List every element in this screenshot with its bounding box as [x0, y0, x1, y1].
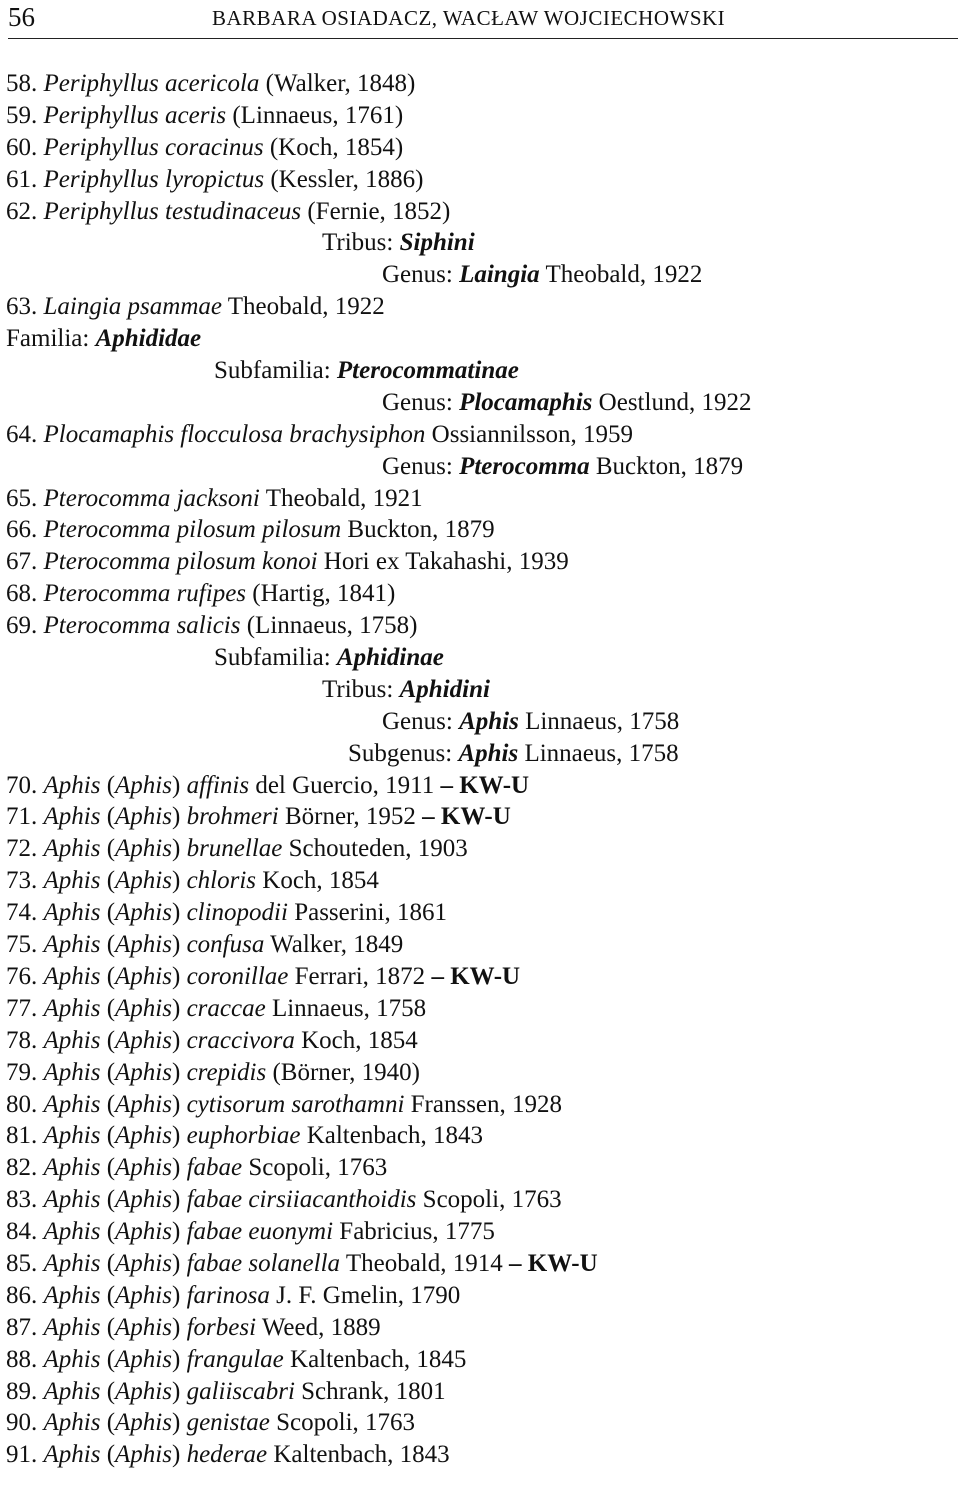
text-fragment: Aphis [43, 1409, 101, 1437]
text-fragment: Subfamilia: [214, 357, 337, 385]
list-item [6, 897, 956, 929]
text-fragment: Aphis [43, 1154, 101, 1182]
text-fragment: Tribus: [322, 675, 400, 703]
text-fragment: Aphididae [95, 325, 202, 353]
text-fragment: Aphis [115, 962, 172, 990]
text-fragment: Periphyllus coracinus [43, 133, 264, 161]
list-item [6, 100, 956, 132]
text-fragment: Fabricius, 1775 [333, 1218, 495, 1246]
text-fragment: Buckton, 1879 [341, 516, 495, 544]
text-fragment: Passerini, 1861 [287, 899, 447, 927]
text-fragment: 64. [6, 420, 44, 448]
text-fragment: ( [100, 835, 116, 863]
taxon-heading [6, 227, 956, 259]
text-fragment: Aphis [43, 899, 101, 927]
list-item [6, 196, 956, 228]
text-fragment: Aphis [43, 1090, 101, 1118]
text-fragment: Aphis [43, 835, 101, 863]
text-fragment: Aphis [115, 1122, 172, 1150]
text-fragment: Oestlund, 1922 [592, 388, 752, 416]
taxon-heading [6, 355, 956, 387]
text-fragment: Linnaeus, 1758 [265, 994, 427, 1022]
list-item [6, 1184, 956, 1216]
text-fragment: Theobald, 1922 [221, 293, 385, 321]
text-fragment: Aphidini [399, 675, 490, 703]
text-fragment: 63. [6, 293, 44, 321]
text-fragment: Aphis [43, 1186, 101, 1214]
text-fragment: Aphis [115, 899, 172, 927]
text-fragment: clinopodii [186, 899, 288, 927]
list-item [6, 929, 956, 961]
taxon-heading [6, 451, 956, 483]
text-fragment: coronillae [186, 962, 289, 990]
text-fragment: Aphis [115, 867, 172, 895]
text-fragment: ) [171, 1345, 187, 1373]
text-fragment: Scopoli, 1763 [416, 1186, 562, 1214]
text-fragment: frangulae [186, 1345, 284, 1373]
text-fragment: ( [100, 1218, 116, 1246]
text-fragment: 60. [6, 133, 44, 161]
text-fragment: confusa [186, 931, 265, 959]
text-fragment: ( [100, 1249, 116, 1277]
text-fragment: 71. [6, 803, 44, 831]
text-fragment: Aphis [43, 962, 101, 990]
text-fragment: ) [171, 1377, 187, 1405]
text-fragment: ) [171, 1090, 187, 1118]
text-fragment: ) [171, 867, 187, 895]
text-fragment: Pterocommatinae [336, 357, 519, 385]
text-fragment: Aphis [115, 835, 172, 863]
taxon-heading [6, 259, 956, 291]
list-item [6, 68, 956, 100]
text-fragment: Kaltenbach, 1843 [267, 1441, 450, 1469]
text-fragment: forbesi [186, 1313, 257, 1341]
text-fragment: ) [171, 1026, 187, 1054]
text-fragment: 61. [6, 165, 44, 193]
list-item [6, 1025, 956, 1057]
text-fragment: ) [171, 1441, 187, 1469]
status-badge: – KW-U [431, 962, 521, 990]
text-fragment: Genus: [382, 388, 460, 416]
text-fragment: Laingia [459, 261, 540, 289]
text-fragment: ( [100, 1441, 116, 1469]
text-fragment: 85. [6, 1249, 44, 1277]
text-fragment: ( [100, 803, 116, 831]
text-fragment: (Börner, 1940) [266, 1058, 421, 1086]
text-fragment: cytisorum sarothamni [186, 1090, 405, 1118]
text-fragment: ( [100, 1058, 116, 1086]
text-fragment: Pterocomma [459, 452, 590, 480]
text-fragment: Aphis [115, 1409, 172, 1437]
list-item [6, 1120, 956, 1152]
list-item [6, 578, 956, 610]
text-fragment: Aphis [115, 1218, 172, 1246]
list-item [6, 164, 956, 196]
text-fragment: Aphis [43, 994, 101, 1022]
text-fragment: ) [171, 1249, 187, 1277]
text-fragment: galiiscabri [186, 1377, 295, 1405]
text-fragment: Pterocomma salicis [43, 612, 241, 640]
running-head: BARBARA OSIADACZ, WACŁAW WOJCIECHOWSKI [212, 6, 726, 30]
text-fragment: J. F. Gmelin, 1790 [269, 1281, 461, 1309]
text-fragment: Aphis [43, 1058, 101, 1086]
list-item [6, 1152, 956, 1184]
text-fragment: Theobald, 1914 [340, 1249, 509, 1277]
page-number: 56 [8, 2, 35, 32]
text-fragment: brohmeri [186, 803, 279, 831]
text-fragment: 74. [6, 899, 44, 927]
list-item [6, 132, 956, 164]
text-fragment: Aphis [115, 1249, 172, 1277]
list-item [6, 770, 956, 802]
text-fragment: 68. [6, 580, 44, 608]
text-fragment: (Hartig, 1841) [246, 580, 396, 608]
text-fragment: Familia: [6, 325, 96, 353]
text-fragment: 78. [6, 1026, 44, 1054]
text-fragment: euphorbiae [186, 1122, 301, 1150]
text-fragment: ) [171, 803, 187, 831]
text-fragment: Laingia psammae [43, 293, 222, 321]
text-fragment: ( [100, 867, 116, 895]
status-badge: – KW-U [422, 803, 511, 831]
text-fragment: Aphis [115, 931, 172, 959]
list-item [6, 1407, 956, 1439]
text-fragment: Genus: [382, 707, 460, 735]
text-fragment: ( [100, 1377, 116, 1405]
list-item [6, 1376, 956, 1408]
text-fragment: genistae [186, 1409, 270, 1437]
text-fragment: 75. [6, 931, 44, 959]
text-fragment: ) [171, 1186, 187, 1214]
page-header [8, 0, 958, 39]
text-fragment: Aphis [43, 1281, 101, 1309]
text-fragment: ( [100, 1026, 116, 1054]
text-fragment: ) [171, 994, 187, 1022]
text-fragment: (Linnaeus, 1758) [240, 612, 418, 640]
text-fragment: 91. [6, 1441, 44, 1469]
text-fragment: fabae [186, 1154, 243, 1182]
text-fragment: ( [100, 962, 116, 990]
text-fragment: Aphis [115, 1345, 172, 1373]
text-fragment: 70. [6, 771, 44, 799]
list-item [6, 514, 956, 546]
text-fragment: Genus: [382, 452, 460, 480]
text-fragment: (Koch, 1854) [263, 133, 404, 161]
list-item [6, 291, 956, 323]
list-item [6, 865, 956, 897]
text-fragment: hederae [186, 1441, 268, 1469]
text-fragment: 58. [6, 70, 44, 97]
text-fragment: ) [171, 899, 187, 927]
text-fragment: Tribus: [322, 229, 400, 257]
list-item [6, 833, 956, 865]
text-fragment: Koch, 1854 [256, 867, 379, 895]
text-fragment: Periphyllus acericola [43, 70, 260, 97]
text-fragment: Aphis [43, 1441, 101, 1469]
text-fragment: Pterocomma pilosum pilosum [43, 516, 342, 544]
text-fragment: chloris [186, 867, 257, 895]
taxon-heading [6, 674, 956, 706]
text-fragment: Walker, 1849 [264, 931, 404, 959]
text-fragment: crepidis [186, 1058, 267, 1086]
list-item [6, 1280, 956, 1312]
text-fragment: Aphis [115, 1313, 172, 1341]
list-item [6, 419, 956, 451]
text-fragment: Aphis [43, 931, 101, 959]
text-fragment: Theobald, 1922 [539, 261, 703, 289]
text-fragment: ) [171, 1218, 187, 1246]
text-fragment: 73. [6, 867, 44, 895]
text-fragment: Aphis [115, 1154, 172, 1182]
list-item [6, 323, 956, 355]
text-fragment: Ossiannilsson, 1959 [425, 420, 634, 448]
status-badge: – KW-U [509, 1249, 598, 1277]
text-fragment: Buckton, 1879 [589, 452, 744, 480]
text-fragment: Pterocomma rufipes [43, 580, 247, 608]
text-fragment: Aphis [43, 1026, 101, 1054]
text-fragment: ) [171, 1409, 187, 1437]
text-fragment: Aphis [115, 771, 172, 799]
text-fragment: Börner, 1952 [278, 803, 423, 831]
text-fragment: Aphis [43, 1377, 101, 1405]
taxon-list [6, 68, 956, 1471]
text-fragment: Aphis [43, 803, 101, 831]
taxon-heading [6, 706, 956, 738]
text-fragment: Aphis [115, 1441, 172, 1469]
text-fragment: fabae euonymi [186, 1218, 334, 1246]
text-fragment: Linnaeus, 1758 [518, 739, 679, 767]
text-fragment: ) [171, 1281, 187, 1309]
text-fragment: ( [100, 771, 116, 799]
text-fragment: Aphidinae [336, 644, 444, 672]
text-fragment: 86. [6, 1281, 44, 1309]
text-fragment: Koch, 1854 [294, 1026, 418, 1054]
list-item [6, 961, 956, 993]
text-fragment: Aphis [43, 1249, 101, 1277]
text-fragment: ) [171, 835, 187, 863]
text-fragment: Subfamilia: [214, 644, 337, 672]
text-fragment: Aphis [115, 803, 172, 831]
text-fragment: Schouteden, 1903 [282, 835, 468, 863]
text-fragment: ( [100, 1122, 116, 1150]
text-fragment: ) [171, 1058, 187, 1086]
text-fragment: Linnaeus, 1758 [518, 707, 680, 735]
text-fragment: Aphis [115, 1090, 172, 1118]
text-fragment: Plocamaphis [459, 388, 593, 416]
text-fragment: ( [100, 1154, 116, 1182]
text-fragment: (Linnaeus, 1761) [226, 101, 404, 129]
text-fragment: ( [100, 1186, 116, 1214]
text-fragment: Siphini [399, 229, 475, 257]
text-fragment: ( [100, 899, 116, 927]
text-fragment: 89. [6, 1377, 44, 1405]
text-fragment: ) [171, 1313, 187, 1341]
text-fragment: ) [171, 1122, 187, 1150]
text-fragment: ( [100, 994, 116, 1022]
text-fragment: 83. [6, 1186, 44, 1214]
text-fragment: ( [100, 1345, 116, 1373]
text-fragment: 72. [6, 835, 44, 863]
text-fragment: 62. [6, 197, 44, 225]
text-fragment: Aphis [43, 1313, 101, 1341]
list-item [6, 1089, 956, 1121]
text-fragment: Periphyllus testudinaceus [43, 197, 302, 225]
text-fragment: 77. [6, 994, 44, 1022]
text-fragment: Ferrari, 1872 [288, 962, 432, 990]
text-fragment: Aphis [115, 1026, 172, 1054]
text-fragment: affinis [186, 771, 250, 799]
text-fragment: Theobald, 1921 [259, 484, 423, 512]
text-fragment: Pterocomma pilosum konoi [43, 548, 318, 576]
text-fragment: 81. [6, 1122, 44, 1150]
text-fragment: Aphis [459, 707, 519, 735]
text-fragment: ) [171, 771, 187, 799]
list-item [6, 1057, 956, 1089]
text-fragment: Aphis [43, 1122, 101, 1150]
text-fragment: Aphis [43, 1345, 101, 1373]
text-fragment: del Guercio, 1911 [249, 771, 441, 799]
taxon-heading [6, 387, 956, 419]
text-fragment: 66. [6, 516, 44, 544]
text-fragment: 90. [6, 1409, 44, 1437]
text-fragment: ( [100, 1281, 116, 1309]
text-fragment: Weed, 1889 [256, 1313, 381, 1341]
text-fragment: ( [100, 1313, 116, 1341]
text-fragment: 69. [6, 612, 44, 640]
text-fragment: ( [100, 931, 116, 959]
text-fragment: Kaltenbach, 1845 [283, 1345, 467, 1373]
text-fragment: 59. [6, 101, 44, 129]
text-fragment: Genus: [382, 261, 460, 289]
text-fragment: fabae solanella [186, 1249, 341, 1277]
text-fragment: craccae [186, 994, 266, 1022]
text-fragment: ( [100, 1409, 116, 1437]
text-fragment: Scopoli, 1763 [269, 1409, 416, 1437]
text-fragment: ) [171, 931, 187, 959]
text-fragment: Hori ex Takahashi, 1939 [317, 548, 569, 576]
text-fragment: 76. [6, 962, 44, 990]
list-item [6, 610, 956, 642]
text-fragment: 82. [6, 1154, 44, 1182]
text-fragment: Aphis [43, 867, 101, 895]
text-fragment: Kaltenbach, 1843 [300, 1122, 484, 1150]
text-fragment: 67. [6, 548, 44, 576]
list-item [6, 1344, 956, 1376]
text-fragment: Pterocomma jacksoni [43, 484, 260, 512]
text-fragment: Franssen, 1928 [404, 1090, 563, 1118]
text-fragment: farinosa [186, 1281, 270, 1309]
text-fragment: 84. [6, 1218, 44, 1246]
text-fragment: Scopoli, 1763 [242, 1154, 388, 1182]
taxon-heading [6, 738, 956, 770]
list-item [6, 993, 956, 1025]
text-fragment: ) [171, 1154, 187, 1182]
text-fragment: Periphyllus aceris [43, 101, 227, 129]
text-fragment: Aphis [115, 1281, 172, 1309]
text-fragment: Aphis [115, 1186, 172, 1214]
list-item [6, 1248, 956, 1280]
taxon-heading [6, 642, 956, 674]
text-fragment: 80. [6, 1090, 44, 1118]
text-fragment: Schrank, 1801 [294, 1377, 446, 1405]
text-fragment: Aphis [115, 994, 172, 1022]
text-fragment: Aphis [43, 771, 101, 799]
text-fragment: Aphis [43, 1218, 101, 1246]
text-fragment: brunellae [186, 835, 283, 863]
text-fragment: (Walker, 1848) [259, 70, 416, 97]
text-fragment: ) [171, 962, 187, 990]
status-badge: – KW-U [440, 771, 530, 799]
text-fragment: fabae cirsiiacanthoidis [186, 1186, 417, 1214]
text-fragment: Aphis [115, 1058, 172, 1086]
text-fragment: (Kessler, 1886) [264, 165, 424, 193]
text-fragment: 65. [6, 484, 44, 512]
text-fragment: 79. [6, 1058, 44, 1086]
text-fragment: ( [100, 1090, 116, 1118]
text-fragment: Aphis [458, 739, 519, 767]
text-fragment: craccivora [186, 1026, 295, 1054]
list-item [6, 1439, 956, 1471]
text-fragment: Plocamaphis flocculosa brachysiphon [43, 420, 426, 448]
text-fragment: Aphis [115, 1377, 172, 1405]
text-fragment: Periphyllus lyropictus [43, 165, 265, 193]
text-fragment: 87. [6, 1313, 44, 1341]
list-item [6, 801, 956, 833]
list-item [6, 546, 956, 578]
list-item [6, 483, 956, 515]
text-fragment: Subgenus: [348, 739, 459, 767]
text-fragment: 88. [6, 1345, 44, 1373]
text-fragment: (Fernie, 1852) [301, 197, 451, 225]
list-item [6, 1216, 956, 1248]
list-item [6, 1312, 956, 1344]
